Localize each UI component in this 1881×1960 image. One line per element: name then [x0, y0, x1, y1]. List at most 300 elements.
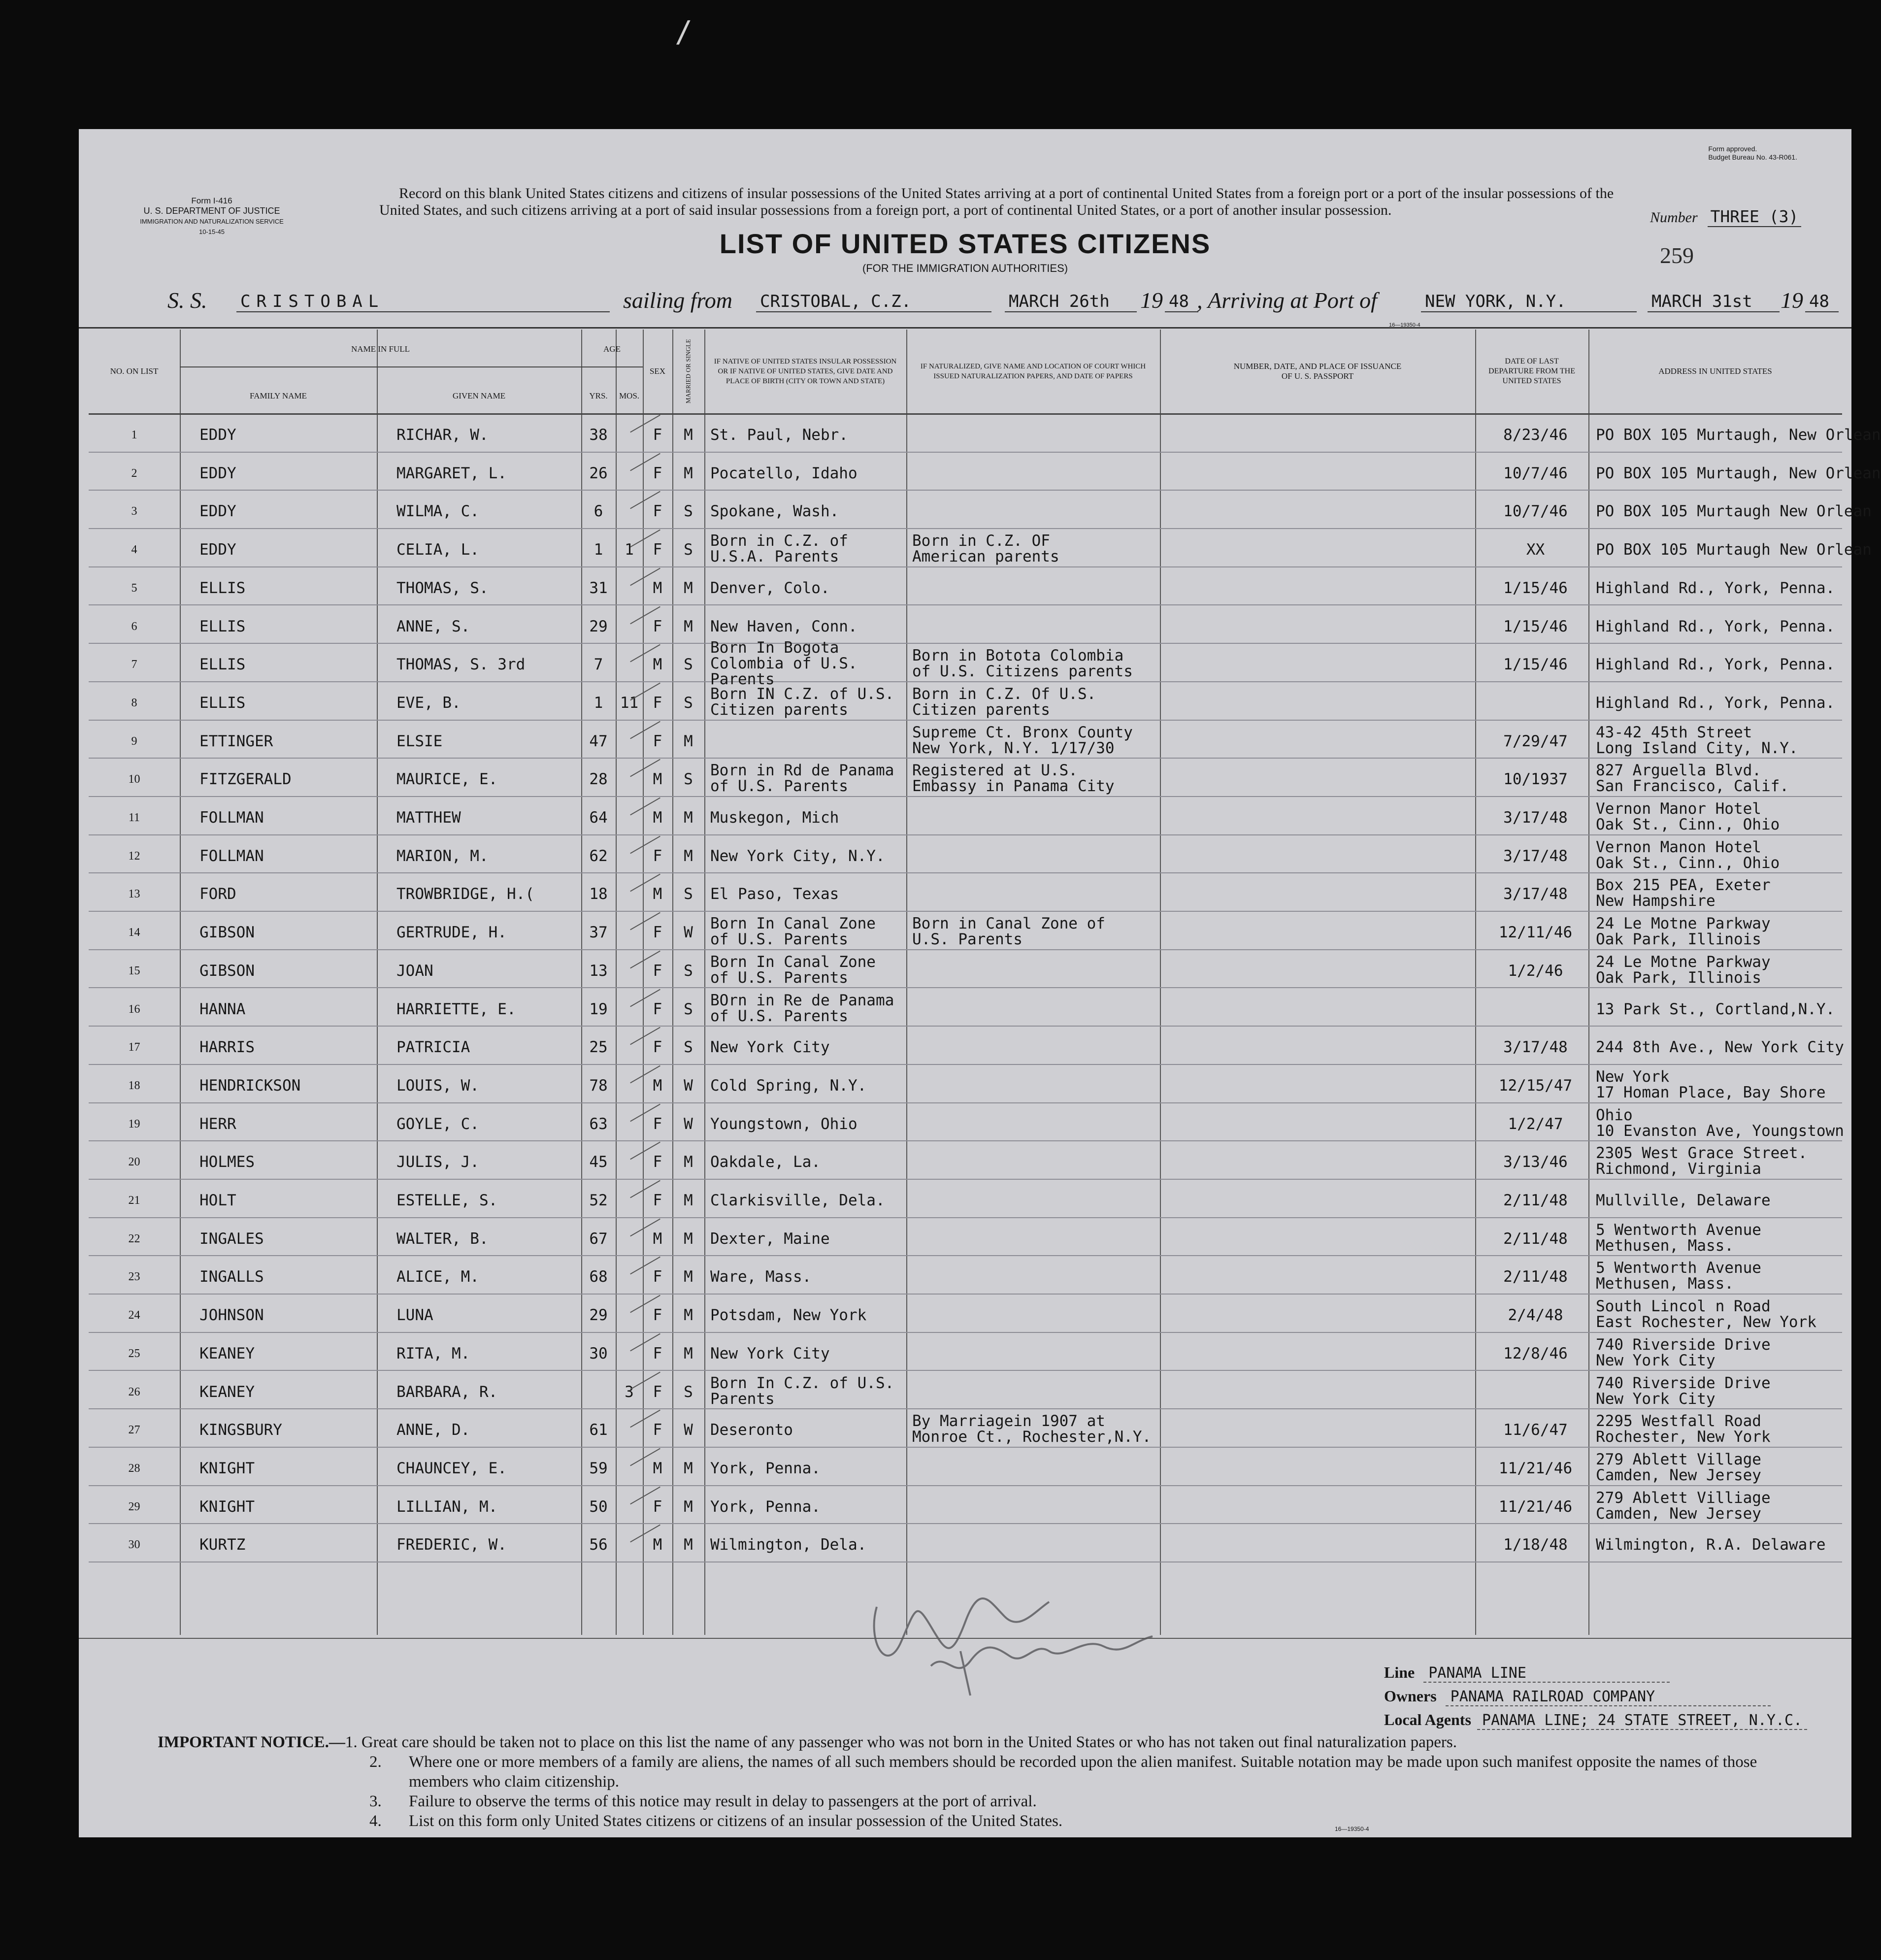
age-years: 7 [594, 656, 603, 674]
age-years: 56 [589, 1536, 608, 1554]
us-address: Methusen, Mass. [1596, 1236, 1734, 1255]
ship-name: CRISTOBAL [236, 292, 610, 312]
age-years: 1 [594, 694, 603, 712]
age-months: 3 [625, 1383, 634, 1401]
line-label: Line [1384, 1663, 1415, 1681]
last-departure-date: 3/13/46 [1503, 1153, 1568, 1171]
row-number: 27 [128, 1424, 140, 1437]
us-address: Highland Rd., York, Penna. [1596, 656, 1835, 674]
us-address: 244 8th Ave., New York City [1596, 1038, 1844, 1057]
us-address: New Hampshire [1596, 892, 1716, 910]
family-name: FITZGERALD [199, 770, 292, 789]
row-number: 28 [128, 1462, 140, 1475]
naturalization-info: U.S. Parents [912, 930, 1023, 949]
us-address: Vernon Manon Hotel [1596, 838, 1761, 856]
row-number: 10 [128, 773, 140, 786]
row-number: 30 [128, 1538, 140, 1552]
given-name: THOMAS, S. [396, 579, 489, 597]
given-name: RITA, M. [396, 1344, 470, 1362]
table-row [89, 1141, 1842, 1180]
marital-status: W [684, 1115, 693, 1133]
page-stamp: 259 [1660, 243, 1694, 268]
birthplace: Parents [710, 670, 775, 689]
notice-item [158, 1811, 1803, 1831]
us-address: 279 Ablett Village [1596, 1450, 1761, 1468]
sex: M [653, 809, 662, 827]
row-number: 21 [128, 1194, 140, 1207]
birthplace: Born In C.Z. of U.S. [710, 1374, 894, 1392]
birthplace: Dexter, Maine [710, 1229, 830, 1248]
birthplace: U.S.A. Parents [710, 548, 839, 566]
row-number: 24 [128, 1309, 140, 1322]
sex: F [653, 1192, 662, 1209]
age-years: 78 [589, 1076, 608, 1095]
marital-status: S [684, 770, 693, 789]
given-name: HARRIETTE, E. [396, 1000, 516, 1018]
last-departure-date: 1/2/46 [1508, 962, 1563, 980]
marital-status: S [684, 694, 693, 712]
marital-status: S [684, 1383, 693, 1401]
given-name: JOAN [396, 962, 433, 980]
birthplace: Parents [710, 1390, 775, 1408]
owners-value: PANAMA RAILROAD COMPANY [1446, 1688, 1771, 1706]
family-name: HOLT [199, 1192, 236, 1209]
marital-status: M [684, 1306, 693, 1325]
given-name: MATTHEW [396, 809, 461, 827]
col-last-departure: DATE OF LAST DEPARTURE FROM THE UNITED STATES [1488, 357, 1575, 385]
row-number: 29 [128, 1500, 140, 1513]
us-address: East Rochester, New York [1596, 1313, 1816, 1331]
given-name: THOMAS, S. 3rd [396, 656, 526, 674]
row-number: 3 [131, 505, 137, 518]
family-name: ELLIS [199, 694, 246, 712]
us-address: 5 Wentworth Avenue [1596, 1259, 1761, 1277]
marital-status: M [684, 847, 693, 865]
row-number: 6 [131, 620, 137, 633]
marital-status: M [684, 1153, 693, 1171]
marital-status: S [684, 1000, 693, 1018]
row-number: 9 [131, 734, 137, 748]
family-name: HANNA [199, 1000, 246, 1018]
arrival-port: NEW YORK, N.Y. [1421, 292, 1637, 312]
us-address: Vernon Manor Hotel [1596, 800, 1761, 818]
birthplace: Oakdale, La. [710, 1153, 821, 1171]
table-row [89, 1409, 1842, 1448]
local-agents-value: PANAMA LINE; 24 STATE STREET, N.Y.C. [1477, 1712, 1807, 1730]
us-address: South Lincol n Road [1596, 1297, 1771, 1316]
given-name: EVE, B. [396, 694, 461, 712]
notice-lead: IMPORTANT NOTICE.— [158, 1733, 345, 1751]
last-departure-date: 3/17/48 [1503, 885, 1568, 903]
family-name: KURTZ [199, 1536, 246, 1554]
notice-text: Great care should be taken not to place on this list the name of any passenger who was not born in the United States or who has not taken out final naturalization papers. [361, 1733, 1457, 1751]
year-prefix: 19 [1140, 288, 1163, 313]
naturalization-info: Supreme Ct. Bronx County [912, 723, 1133, 741]
table-row [89, 721, 1842, 759]
departure-year: 48 [1165, 292, 1198, 312]
sex: F [653, 426, 662, 444]
col-given-name: GIVEN NAME [452, 391, 506, 400]
row-number: 7 [131, 658, 137, 671]
family-name: EDDY [199, 541, 236, 559]
us-address: PO BOX 105 Murtaugh, New Orlean [1596, 426, 1881, 444]
last-departure-date: 2/11/48 [1503, 1192, 1568, 1209]
last-departure-date: 8/23/46 [1503, 426, 1568, 444]
age-years: 26 [589, 464, 608, 482]
age-months: 11 [620, 694, 639, 712]
table-row [89, 529, 1872, 567]
notice-number: 2. [369, 1753, 382, 1771]
birthplace: Deseronto [710, 1421, 793, 1439]
family-name: ELLIS [199, 617, 246, 635]
table-row [89, 1448, 1842, 1486]
age-years: 45 [589, 1153, 608, 1171]
naturalization-info: Born in Botota Colombia [912, 647, 1124, 665]
scan-mark: / [675, 15, 693, 49]
sex: M [653, 1076, 662, 1095]
sex: F [653, 1344, 662, 1362]
birthplace: Youngstown, Ohio [710, 1115, 858, 1133]
us-address: Long Island City, N.Y. [1596, 739, 1798, 757]
departure-port: CRISTOBAL, C.Z. [756, 292, 991, 312]
age-years: 31 [589, 579, 608, 597]
table-bottom-rule [79, 1638, 1851, 1639]
us-address: New York City [1596, 1351, 1716, 1369]
age-years: 1 [594, 541, 603, 559]
age-years: 50 [589, 1497, 608, 1516]
notice-number: 4. [369, 1812, 382, 1830]
name-subrule [180, 366, 581, 367]
age-years: 29 [589, 1306, 608, 1325]
age-years: 28 [589, 770, 608, 789]
notice-item [158, 1752, 1803, 1792]
age-years: 18 [589, 885, 608, 903]
birthplace: Cold Spring, N.Y. [710, 1076, 867, 1095]
age-years: 64 [589, 809, 608, 827]
table-row [89, 873, 1842, 912]
given-name: FREDERIC, W. [396, 1536, 507, 1554]
notice-number: 3. [369, 1793, 382, 1810]
line-field [1384, 1663, 1670, 1683]
us-address: Richmond, Virginia [1596, 1160, 1761, 1178]
owners-label: Owners [1384, 1687, 1437, 1705]
birthplace: New York City [710, 1344, 830, 1362]
us-address: 43-42 45th Street [1596, 723, 1752, 741]
marital-status: M [684, 579, 693, 597]
sex: M [653, 656, 662, 674]
birthplace: Muskegon, Mich [710, 809, 839, 827]
us-address: New York City [1596, 1390, 1716, 1408]
given-name: CHAUNCEY, E. [396, 1459, 507, 1477]
us-address: Camden, New Jersey [1596, 1504, 1761, 1523]
intro-instructions: Record on this blank United States citizens and citizens of insular possessions of the United States arriving at a port of continental United States from a foreign port or a port of the insular possessions of the United States, and such citizens arriving at a port of said insular possessions from a foreign port, a port of continental United States, or a port of another insular possession. [379, 185, 1614, 218]
owners-field [1384, 1687, 1771, 1706]
sex: F [653, 1306, 662, 1325]
us-address: Oak Park, Illinois [1596, 930, 1761, 949]
family-name: INGALLS [199, 1268, 264, 1286]
sex: F [653, 541, 662, 559]
us-address: Oak St., Cinn., Ohio [1596, 816, 1780, 833]
sex: F [653, 1153, 662, 1171]
sex: F [653, 924, 662, 942]
birthplace: El Paso, Texas [710, 885, 839, 903]
passenger-table [89, 330, 1881, 1635]
local-agents-label: Local Agents [1384, 1711, 1471, 1728]
row-number: 18 [128, 1079, 140, 1092]
page-subtitle: (FOR THE IMMIGRATION AUTHORITIES) [862, 262, 1068, 274]
us-address: Oak St., Cinn., Ohio [1596, 854, 1780, 872]
sex: F [653, 732, 662, 750]
us-address: Ohio [1596, 1106, 1633, 1124]
last-departure-date: 11/21/46 [1498, 1497, 1573, 1516]
col-name-header: NAME IN FULL [351, 344, 410, 354]
approval-line: Form approved. [1708, 145, 1757, 153]
marital-status: M [684, 1192, 693, 1209]
family-name: ETTINGER [199, 732, 273, 750]
table-row [89, 1333, 1842, 1371]
us-address: San Francisco, Calif. [1596, 777, 1789, 796]
row-number: 4 [131, 543, 137, 557]
birthplace: Born In Canal Zone [710, 953, 876, 971]
age-years: 47 [589, 732, 608, 750]
age-years: 67 [589, 1229, 608, 1248]
last-departure-date: 11/6/47 [1503, 1421, 1568, 1439]
birthplace: Wilmington, Dela. [710, 1536, 867, 1554]
form-number: Form I-416 [191, 196, 232, 205]
naturalization-info: Embassy in Panama City [912, 777, 1115, 796]
given-name: TROWBRIDGE, H.( [396, 885, 534, 903]
inspector-signature [857, 1582, 1192, 1695]
birthplace: Born In Bogota [710, 639, 839, 657]
birthplace: Born IN C.Z. of U.S. [710, 685, 894, 703]
marital-status: M [684, 464, 693, 482]
notice-text: Failure to observe the terms of this notice may result in delay to passengers at the port of arrival. [409, 1793, 1037, 1810]
table-row [89, 912, 1842, 950]
manifest-page [79, 129, 1881, 1837]
family-name: KEANEY [199, 1344, 255, 1362]
table-row [89, 1524, 1842, 1562]
us-address: 740 Riverside Drive [1596, 1335, 1771, 1354]
us-address: Highland Rd., York, Penna. [1596, 694, 1835, 712]
table-row [89, 1103, 1842, 1142]
row-number: 23 [128, 1270, 140, 1284]
us-address: Rochester, New York [1596, 1428, 1771, 1446]
birthplace: of U.S. Parents [710, 930, 848, 949]
us-address: 13 Park St., Cortland,N.Y. [1596, 1000, 1835, 1018]
given-name: GOYLE, C. [396, 1115, 479, 1133]
age-years: 52 [589, 1192, 608, 1209]
us-address: 10 Evanston Ave, Youngstown [1596, 1122, 1844, 1140]
col-passport: NUMBER, DATE, AND PLACE OF ISSUANCE OF U. S. PASSPORT [1233, 362, 1402, 381]
us-address: Oak Park, Illinois [1596, 968, 1761, 987]
col-naturalization: IF NATURALIZED, GIVE NAME AND LOCATION OF COURT WHICH ISSUED NATURALIZATION PAPERS, AND DATE OF PAPERS [920, 363, 1146, 380]
naturalization-info: American parents [912, 548, 1059, 566]
birthplace: Born In Canal Zone [710, 915, 876, 933]
age-years: 59 [589, 1459, 608, 1477]
sex: F [653, 962, 662, 980]
table-row [89, 950, 1842, 989]
family-name: KEANEY [199, 1383, 255, 1401]
age-years: 61 [589, 1421, 608, 1439]
family-name: HOLMES [199, 1153, 255, 1171]
us-address: Wilmington, R.A. Delaware [1596, 1536, 1826, 1554]
given-name: MAURICE, E. [396, 770, 498, 789]
row-number: 26 [128, 1385, 140, 1398]
age-years: 30 [589, 1344, 608, 1362]
table-row [89, 567, 1842, 606]
table-row [89, 989, 1842, 1027]
given-name: LUNA [396, 1306, 433, 1325]
age-years: 19 [589, 1000, 608, 1018]
marital-status: S [684, 656, 693, 674]
ss-label: S. S. [167, 288, 207, 313]
marital-status: M [684, 1268, 693, 1286]
naturalization-info: Born in C.Z. Of U.S. [912, 685, 1096, 703]
us-address: Box 215 PEA, Exeter [1596, 876, 1771, 895]
given-name: ANNE, D. [396, 1421, 470, 1439]
table-row [89, 1065, 1842, 1103]
us-address: PO BOX 105 Murtaugh New Orlean [1596, 541, 1872, 559]
sex: M [653, 885, 662, 903]
age-years: 63 [589, 1115, 608, 1133]
row-number: 16 [128, 1002, 140, 1016]
sex: M [653, 770, 662, 789]
birthplace: of U.S. Parents [710, 777, 848, 796]
naturalization-info: Born in Canal Zone of [912, 915, 1105, 933]
sailing-from-label: sailing from [623, 288, 732, 313]
row-number: 19 [128, 1117, 140, 1130]
age-years: 38 [589, 426, 608, 444]
sex: M [653, 1459, 662, 1477]
family-name: FORD [199, 885, 236, 903]
birthplace: York, Penna. [710, 1459, 821, 1477]
marital-status: M [684, 1536, 693, 1554]
birthplace: of U.S. Parents [710, 968, 848, 987]
footer-print-code: 16—19350-4 [1335, 1826, 1369, 1832]
table-row [89, 1256, 1842, 1295]
last-departure-date: 10/7/46 [1503, 464, 1568, 482]
family-name: KINGSBURY [199, 1421, 282, 1439]
important-notice [158, 1732, 1803, 1831]
row-rule [89, 1561, 1842, 1562]
table-row [89, 682, 1842, 721]
us-address: New York [1596, 1067, 1670, 1086]
sex: F [653, 694, 662, 712]
table-row [89, 1218, 1842, 1257]
marital-status: S [684, 885, 693, 903]
marital-status: S [684, 1038, 693, 1057]
age-months: 1 [625, 541, 634, 559]
naturalization-info: of U.S. Citizens parents [912, 663, 1133, 681]
col-address: ADDRESS IN UNITED STATES [1658, 366, 1772, 376]
birthplace: New York City, N.Y. [710, 847, 885, 865]
last-departure-date: 2/4/48 [1508, 1306, 1563, 1325]
marital-status: M [684, 1229, 693, 1248]
us-address: Mullville, Delaware [1596, 1192, 1771, 1209]
birthplace: Born in C.Z. of [710, 532, 848, 550]
service-name: IMMIGRATION AND NATURALIZATION SERVICE [140, 218, 284, 225]
us-address: 740 Riverside Drive [1596, 1374, 1771, 1392]
line-value: PANAMA LINE [1423, 1664, 1670, 1683]
table-row [89, 606, 1842, 644]
last-departure-date: 1/18/48 [1503, 1536, 1568, 1554]
departure-date: MARCH 26th [1005, 292, 1137, 312]
last-departure-date: 3/17/48 [1503, 1038, 1568, 1057]
family-name: INGALES [199, 1229, 264, 1248]
birthplace: Spokane, Wash. [710, 502, 839, 521]
table-row [89, 1180, 1842, 1218]
given-name: BARBARA, R. [396, 1383, 498, 1401]
age-subrule [581, 366, 643, 367]
last-departure-date: XX [1526, 541, 1545, 559]
birthplace: York, Penna. [710, 1497, 821, 1516]
us-address: 2295 Westfall Road [1596, 1412, 1761, 1430]
marital-status: M [684, 426, 693, 444]
marital-status: M [684, 732, 693, 750]
us-address: 2305 West Grace Street. [1596, 1144, 1808, 1163]
sex: F [653, 1421, 662, 1439]
sex: F [653, 1115, 662, 1133]
birthplace: New Haven, Conn. [710, 617, 858, 635]
age-years: 6 [594, 502, 603, 521]
given-name: ANNE, S. [396, 617, 470, 635]
last-departure-date: 7/29/47 [1503, 732, 1568, 750]
marital-status: M [684, 1344, 693, 1362]
row-number: 25 [128, 1347, 140, 1360]
row-number: 15 [128, 964, 140, 977]
sex: F [653, 502, 662, 521]
marital-status: S [684, 962, 693, 980]
last-departure-date: 2/11/48 [1503, 1229, 1568, 1248]
naturalization-info: Born in C.Z. OF [912, 532, 1050, 550]
us-address: 5 Wentworth Avenue [1596, 1221, 1761, 1239]
age-years: 25 [589, 1038, 608, 1057]
table-row [89, 639, 1842, 689]
voyage-line [167, 287, 1842, 316]
table-row [89, 1295, 1842, 1333]
us-address: PO BOX 105 Murtaugh, New Orlean [1596, 464, 1881, 482]
number-label: Number [1650, 209, 1698, 226]
sex: F [653, 617, 662, 635]
notice-item [158, 1732, 1803, 1752]
print-code: 16—19350-4 [1389, 322, 1420, 328]
birthplace: Citizen parents [710, 700, 848, 719]
naturalization-info: By Marriagein 1907 at [912, 1412, 1105, 1430]
age-years: 37 [589, 924, 608, 942]
given-name: MARION, M. [396, 847, 489, 865]
department-name: U. S. DEPARTMENT OF JUSTICE [143, 206, 280, 216]
marital-status: W [684, 924, 693, 942]
birthplace: New York City [710, 1038, 830, 1057]
row-number: 11 [128, 811, 140, 824]
header-rule [79, 327, 1851, 329]
family-name: HERR [199, 1115, 236, 1133]
sex: M [653, 579, 662, 597]
form-date: 10-15-45 [198, 228, 225, 235]
us-address: 827 Arguella Blvd. [1596, 762, 1761, 780]
family-name: GIBSON [199, 962, 255, 980]
table-row [89, 1486, 1842, 1525]
col-no-header: NO. ON LIST [110, 366, 159, 376]
birthplace: Denver, Colo. [710, 579, 830, 597]
row-number: 13 [128, 888, 140, 901]
marital-status: W [684, 1421, 693, 1439]
last-departure-date: 10/7/46 [1503, 502, 1568, 521]
table-row [89, 414, 1881, 453]
last-departure-date: 12/11/46 [1498, 924, 1573, 942]
list-number [1650, 207, 1801, 226]
us-address: 24 Le Motne Parkway [1596, 953, 1771, 971]
